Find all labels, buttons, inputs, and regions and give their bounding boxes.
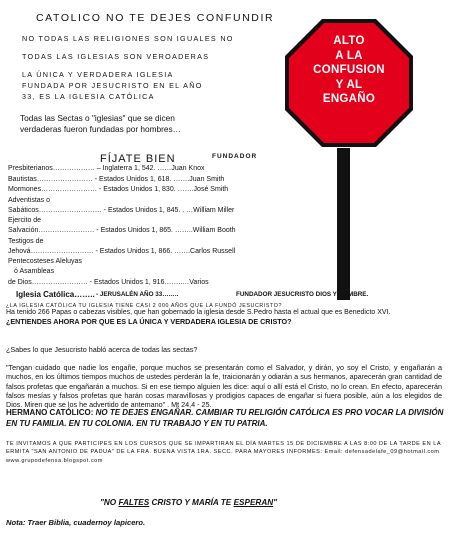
table-row: Presbiterianos……………… – Inglaterra 1, 542. ……Juan Knox: [8, 165, 205, 172]
table-row: Ejercito de: [8, 217, 42, 224]
faltes-slogan: [100, 498, 277, 507]
papas-question: ¿LA IGLESIA CATÓLICA TU IGLESIA TIENE CASI 2 000 AÑOS QUE LA FUNDÓ JESUCRISTO?: [6, 303, 283, 309]
sign-line: A LA: [335, 49, 363, 62]
table-row: Jehová……………………… - Estados Unidos 1, 866. …….Carlos Russell: [8, 248, 236, 255]
intro-line-3: LA ÚNICA Y VERDADERA IGLESIA: [22, 70, 174, 79]
table-heading: FÍJATE BIEN: [100, 153, 176, 165]
sign-line: CONFUSION: [313, 64, 385, 76]
intro-line-4: FUNDADA POR JESUCRISTO EN EL AÑO: [22, 81, 203, 90]
invitation-text: TE INVITAMOS A QUE PARTICIPES EN LOS CURSOS QUE SE IMPARTIRAN EL DÍA MARTES 15 DE DICIEMBRE A LAS 8:00 DE LA TARDE EN LA ERMITA "SAN ANTONIO DE PADUA" DE LA FRA. BUENA VISTA 1RA. SECC. PARA MAYORES INFORMES:: [6, 441, 441, 456]
hermano-rest: NO TE DEJES ENGAÑAR. CAMBIAR TU RELIGIÓN CATÓLICA ES PRO VOCAR LA DIVISIÓN EN TU FAMILIA. EN TU COLONIA. EN TU TRABAJO Y EN TU PATRIA.: [6, 408, 444, 428]
table-row: Adventistas o: [8, 197, 51, 204]
slogan-part: CRISTO Y MARÍA TE: [149, 498, 234, 507]
slogan-esperan: ESPERAN: [233, 498, 274, 507]
table-row: ó Asambleas: [14, 268, 55, 275]
sects-intro: [20, 113, 280, 135]
table-row: Pentecosteses Aleluyas: [8, 258, 82, 265]
table-row: Bautistas…………………… - Estados Unidos 1, 618. …….Juan Smith: [8, 176, 225, 183]
table-row: Mormones…………………… - Estados Unidos 1, 830. …….José Smith: [8, 186, 229, 193]
catolica-label: Iglesia Católica……..: [16, 290, 95, 299]
sign-pole: [337, 148, 350, 300]
entiendes-question: ¿ENTIENDES AHORA POR QUE ES LA ÚNICA Y VERDADERA IGLESIA DE CRISTO?: [6, 317, 292, 326]
slogan-faltes: FALTES: [118, 498, 150, 507]
sign-line: ENGAÑO: [322, 93, 376, 105]
intro-line-2: TODAS LAS IGLESIAS SON VEROADERAS: [22, 52, 210, 61]
sign-line: ALTO: [333, 35, 365, 47]
slogan-part: "NO: [100, 498, 119, 507]
sects-intro-line-1: Todas las Sectas o "iglesias" que se dicen: [20, 113, 175, 123]
fundador-heading: FUNDADOR: [212, 153, 258, 160]
intro-line-1: NO TODAS LAS RELIGIONES SON IGUALES NO: [22, 34, 234, 43]
email-link[interactable]: defensadelafe_09@hotmail.com: [345, 449, 440, 456]
sabes-question: ¿Sabes lo que Jesucristo habló acerca de todas las sectas?: [6, 345, 198, 354]
intro-line-5: 33, ES LA IGLESIA CATÓLICA: [22, 92, 155, 101]
papas-line: Ha tenido 266 Papas o cabezas visibles, que han gobernado la iglesia desde S.Pedro hasta el actual que es Benedicto XVI.: [6, 309, 391, 316]
website-link[interactable]: www.grupodefensa.blogspot.com: [6, 457, 103, 464]
nota: Nota: Traer Biblia, cuadernoy lapicero.: [6, 518, 146, 527]
sects-intro-line-2: verdaderas fueron fundadas por hombres…: [20, 124, 181, 134]
table-row: Testigos de: [8, 238, 44, 245]
table-row: Salvación…………………… - Estados Unidos 1, 865. ……..William Booth: [8, 227, 236, 234]
invitation: [6, 440, 444, 465]
hermano-warning: [6, 408, 450, 429]
fundador-jesus: FUNDADOR JESUCRISTO DIOS Y HOMBRE.: [236, 291, 369, 298]
hermano-lead: HERMANO CATÓLICO:: [6, 408, 94, 417]
sign-line: Y AL: [335, 78, 363, 91]
jerusalen-label: - JERUSALÉN AÑO 33……..: [96, 291, 179, 298]
page-title: CATOLICO NO TE DEJES CONFUNDIR: [36, 12, 275, 24]
table-row: Sabáticos……………………… - Estados Unidos 1, 845. . …William Miller: [8, 207, 235, 214]
slogan-part: ": [273, 498, 278, 507]
table-row: de Dios…………………… - Estados Unidos 1, 916……..…Varios: [8, 279, 209, 286]
bible-quote: "Tengan cuidado que nadie los engañe, porque muchos se presentarán como el Salvador, y dirán, yo soy el Cristo, y engañarán a muchos, en los últimos tiempos muchos de ustedes perderán la fe, traicionarán y odiarán a sus hermanos, aparecerán gran cantidad de falsos profetas que engañarán a muchos. Si en ese tiempo alguien les dice: aquí o allí está el Cristo, no lo crean. En efecto, aparecerán falsos mesías y falsos profetas que harán cosas maravillosas y prodigios capaces de engañar si fuera posible, aún a los elegidos de Dios. Miren que se los he advertido de antemano" . Mt 24,4 - 25.: [6, 363, 442, 410]
sign-text: [284, 34, 414, 107]
email-label: Email:: [324, 449, 344, 456]
